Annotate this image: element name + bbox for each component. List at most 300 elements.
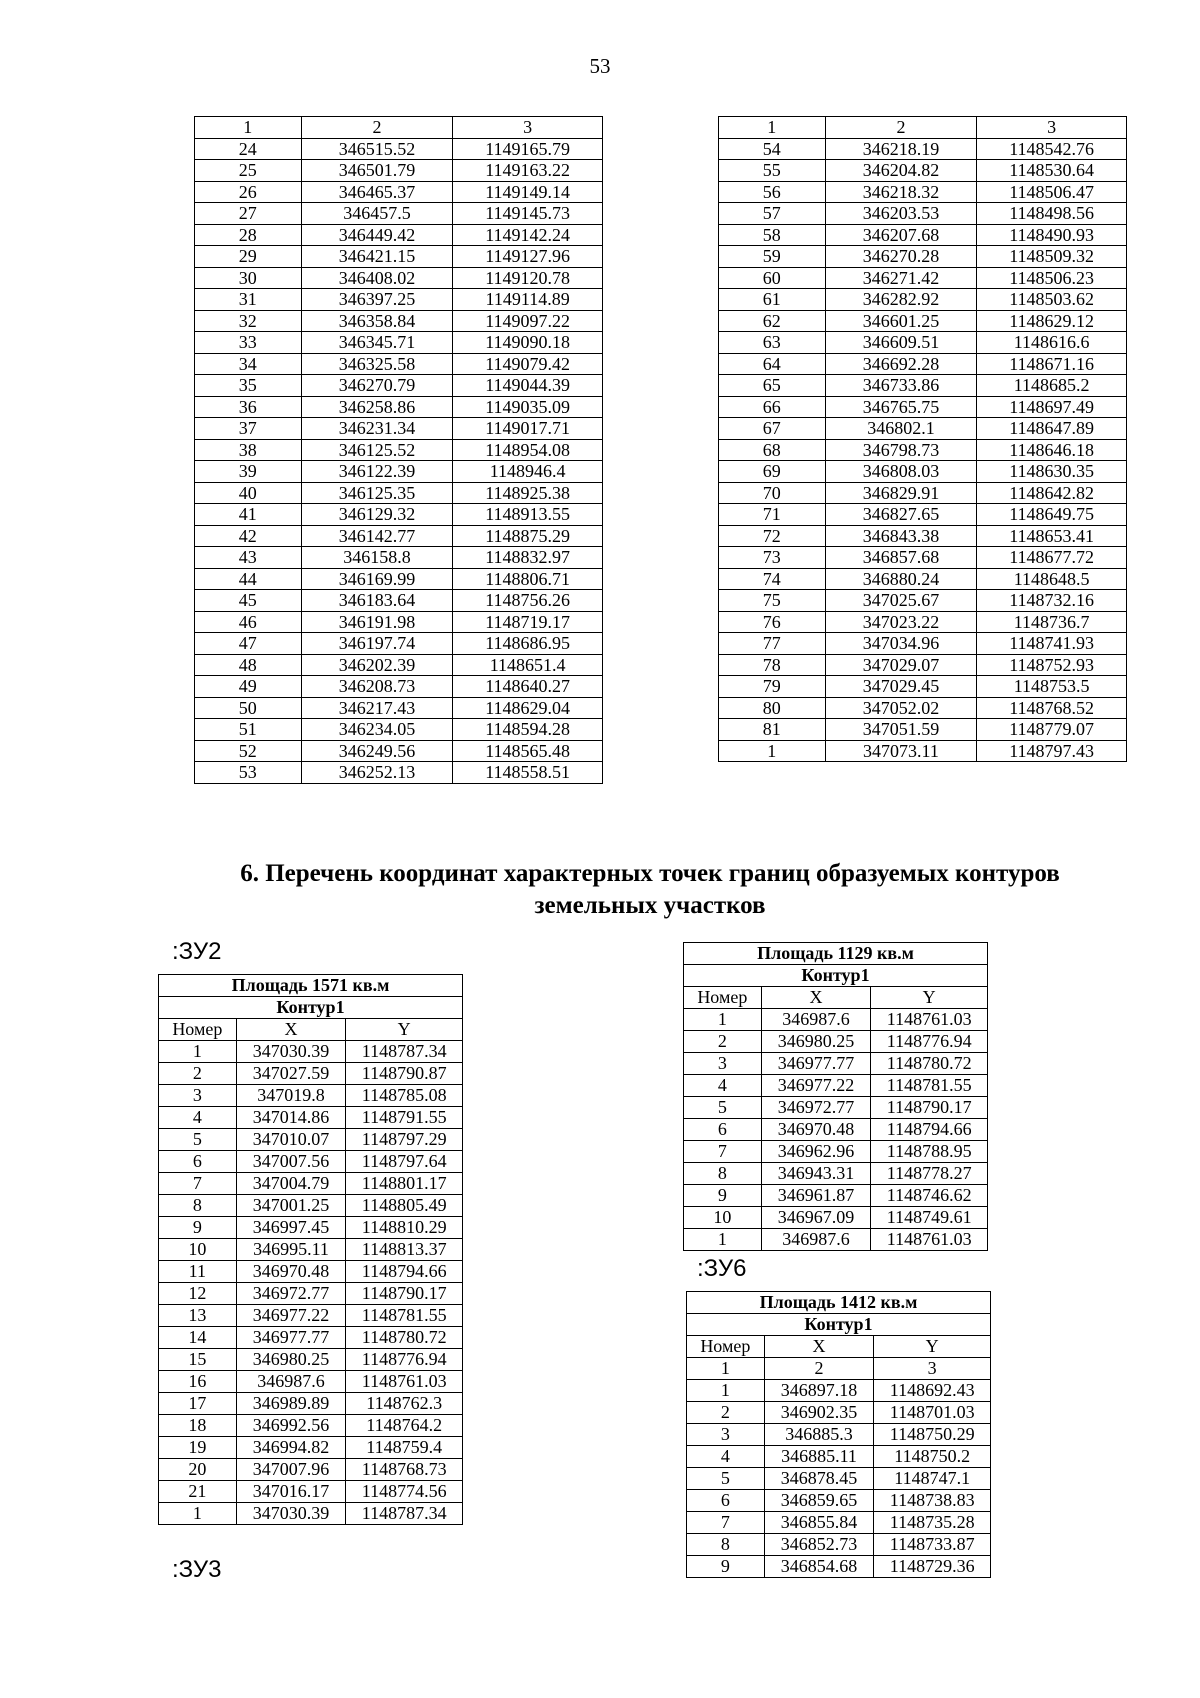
- table-row: [719, 138, 1127, 160]
- table-row: [195, 676, 603, 698]
- x-coordinate-cell: 346943.31: [761, 1163, 871, 1185]
- x-coordinate-cell: 346183.64: [301, 590, 453, 612]
- x-coordinate-cell: 346249.56: [301, 740, 453, 762]
- y-coordinate-cell: 1148768.52: [977, 697, 1127, 719]
- x-coordinate-cell: 346987.6: [236, 1371, 346, 1393]
- point-number-cell: 13: [159, 1305, 237, 1327]
- table-row: [719, 181, 1127, 203]
- point-number-cell: 41: [195, 504, 302, 526]
- x-coordinate-cell: 346345.71: [301, 332, 453, 354]
- y-coordinate-cell: 1149165.79: [453, 138, 603, 160]
- contour-header: Контур1: [687, 1314, 991, 1336]
- y-coordinate-cell: 1148762.3: [346, 1393, 463, 1415]
- x-coordinate-cell: 347073.11: [825, 740, 977, 762]
- column-number-2: 2: [764, 1358, 874, 1380]
- point-number-cell: 18: [159, 1415, 237, 1437]
- column-header-y: Y: [346, 1019, 463, 1041]
- y-coordinate-cell: 1148498.56: [977, 203, 1127, 225]
- y-coordinate-cell: 1148764.2: [346, 1415, 463, 1437]
- x-coordinate-cell: 346857.68: [825, 547, 977, 569]
- point-number-cell: 27: [195, 203, 302, 225]
- y-coordinate-cell: 1149114.89: [453, 289, 603, 311]
- y-coordinate-cell: 1148774.56: [346, 1481, 463, 1503]
- y-coordinate-cell: 1148753.5: [977, 676, 1127, 698]
- x-coordinate-cell: 346204.82: [825, 160, 977, 182]
- y-coordinate-cell: 1148530.64: [977, 160, 1127, 182]
- table-row: [195, 224, 603, 246]
- point-number-cell: 56: [719, 181, 826, 203]
- table-row: [195, 568, 603, 590]
- table-row: [687, 1534, 991, 1556]
- point-number-cell: 67: [719, 418, 826, 440]
- x-coordinate-cell: 347014.86: [236, 1107, 346, 1129]
- point-number-cell: 68: [719, 439, 826, 461]
- column-header-x: X: [764, 1336, 874, 1358]
- table-row: [687, 1446, 991, 1468]
- point-number-cell: 74: [719, 568, 826, 590]
- y-coordinate-cell: 1148790.17: [346, 1283, 463, 1305]
- y-coordinate-cell: 1148649.75: [977, 504, 1127, 526]
- table-row: [687, 1512, 991, 1534]
- x-coordinate-cell: 346897.18: [764, 1380, 874, 1402]
- point-number-cell: 64: [719, 353, 826, 375]
- point-number-cell: 9: [159, 1217, 237, 1239]
- x-coordinate-cell: 346977.77: [236, 1327, 346, 1349]
- table-row: [195, 461, 603, 483]
- table-row: [159, 1349, 463, 1371]
- point-number-cell: 60: [719, 267, 826, 289]
- x-coordinate-cell: 347007.56: [236, 1151, 346, 1173]
- table-row: [159, 1261, 463, 1283]
- x-coordinate-cell: 346852.73: [764, 1534, 874, 1556]
- point-number-cell: 5: [159, 1129, 237, 1151]
- x-coordinate-cell: 346997.45: [236, 1217, 346, 1239]
- table-row: [195, 482, 603, 504]
- y-coordinate-cell: 1148506.23: [977, 267, 1127, 289]
- y-coordinate-cell: 1148677.72: [977, 547, 1127, 569]
- x-coordinate-cell: 347004.79: [236, 1173, 346, 1195]
- table-row: [195, 138, 603, 160]
- point-number-cell: 2: [684, 1031, 762, 1053]
- y-coordinate-cell: 1149145.73: [453, 203, 603, 225]
- table-row: [719, 461, 1127, 483]
- table-row: [195, 310, 603, 332]
- table-row: [159, 1415, 463, 1437]
- x-coordinate-cell: 346217.43: [301, 697, 453, 719]
- table-row: [719, 547, 1127, 569]
- point-number-cell: 3: [687, 1424, 765, 1446]
- x-coordinate-cell: 347023.22: [825, 611, 977, 633]
- table-row: [684, 1031, 988, 1053]
- point-number-cell: 81: [719, 719, 826, 741]
- point-number-cell: 3: [159, 1085, 237, 1107]
- point-number-cell: 58: [719, 224, 826, 246]
- table-row: [719, 525, 1127, 547]
- table-row: [159, 1041, 463, 1063]
- y-coordinate-cell: 1148752.93: [977, 654, 1127, 676]
- x-coordinate-cell: 346609.51: [825, 332, 977, 354]
- point-number-cell: 40: [195, 482, 302, 504]
- point-number-cell: 38: [195, 439, 302, 461]
- contour-header: Контур1: [159, 997, 463, 1019]
- y-coordinate-cell: 1148542.76: [977, 138, 1127, 160]
- y-coordinate-cell: 1149090.18: [453, 332, 603, 354]
- y-coordinate-cell: 1148805.49: [346, 1195, 463, 1217]
- coordinates-table-right: [718, 116, 1127, 762]
- y-coordinate-cell: 1148629.04: [453, 697, 603, 719]
- y-coordinate-cell: 1148780.72: [871, 1053, 988, 1075]
- table-row: [195, 504, 603, 526]
- point-number-cell: 1: [719, 740, 826, 762]
- x-coordinate-cell: 346829.91: [825, 482, 977, 504]
- table-row: [684, 1009, 988, 1031]
- point-number-cell: 37: [195, 418, 302, 440]
- x-coordinate-cell: 346258.86: [301, 396, 453, 418]
- table-row: [719, 611, 1127, 633]
- point-number-cell: 72: [719, 525, 826, 547]
- y-coordinate-cell: 1148701.03: [874, 1402, 991, 1424]
- y-coordinate-cell: 1148797.64: [346, 1151, 463, 1173]
- point-number-cell: 19: [159, 1437, 237, 1459]
- point-number-cell: 79: [719, 676, 826, 698]
- table-row: [719, 246, 1127, 268]
- x-coordinate-cell: 346692.28: [825, 353, 977, 375]
- y-coordinate-cell: 1148647.89: [977, 418, 1127, 440]
- y-coordinate-cell: 1149163.22: [453, 160, 603, 182]
- point-number-cell: 49: [195, 676, 302, 698]
- table-row: [684, 1053, 988, 1075]
- table-row: [195, 267, 603, 289]
- y-coordinate-cell: 1148719.17: [453, 611, 603, 633]
- column-header-x: X: [761, 987, 871, 1009]
- y-coordinate-cell: 1149097.22: [453, 310, 603, 332]
- x-coordinate-cell: 346601.25: [825, 310, 977, 332]
- point-number-cell: 4: [159, 1107, 237, 1129]
- table-row: [159, 1393, 463, 1415]
- column-number-3: 3: [874, 1358, 991, 1380]
- point-number-cell: 8: [159, 1195, 237, 1217]
- y-coordinate-cell: 1148797.29: [346, 1129, 463, 1151]
- table-row: [719, 353, 1127, 375]
- x-coordinate-cell: 346125.35: [301, 482, 453, 504]
- point-number-cell: 9: [684, 1185, 762, 1207]
- plot-label-zu6: :ЗУ6: [697, 1255, 747, 1282]
- point-number-cell: 31: [195, 289, 302, 311]
- x-coordinate-cell: 346169.99: [301, 568, 453, 590]
- point-number-cell: 71: [719, 504, 826, 526]
- point-number-cell: 11: [159, 1261, 237, 1283]
- x-coordinate-cell: 346465.37: [301, 181, 453, 203]
- y-coordinate-cell: 1148506.47: [977, 181, 1127, 203]
- table-row: [684, 1141, 988, 1163]
- x-coordinate-cell: 346961.87: [761, 1185, 871, 1207]
- point-number-cell: 5: [684, 1097, 762, 1119]
- x-coordinate-cell: 346218.19: [825, 138, 977, 160]
- point-number-cell: 80: [719, 697, 826, 719]
- x-coordinate-cell: 346827.65: [825, 504, 977, 526]
- y-coordinate-cell: 1148749.61: [871, 1207, 988, 1229]
- point-number-cell: 70: [719, 482, 826, 504]
- point-number-cell: 73: [719, 547, 826, 569]
- y-coordinate-cell: 1148790.87: [346, 1063, 463, 1085]
- x-coordinate-cell: 347030.39: [236, 1503, 346, 1525]
- x-coordinate-cell: 346202.39: [301, 654, 453, 676]
- x-coordinate-cell: 346129.32: [301, 504, 453, 526]
- column-header-y: Y: [871, 987, 988, 1009]
- x-coordinate-cell: 346902.35: [764, 1402, 874, 1424]
- table-row: [195, 547, 603, 569]
- x-coordinate-cell: 346282.92: [825, 289, 977, 311]
- y-coordinate-cell: 1148832.97: [453, 547, 603, 569]
- table-row: [684, 1185, 988, 1207]
- x-coordinate-cell: 346843.38: [825, 525, 977, 547]
- y-coordinate-cell: 1148490.93: [977, 224, 1127, 246]
- x-coordinate-cell: 346397.25: [301, 289, 453, 311]
- y-coordinate-cell: 1148780.72: [346, 1327, 463, 1349]
- x-coordinate-cell: 347034.96: [825, 633, 977, 655]
- table-row: [159, 1063, 463, 1085]
- point-number-cell: 7: [687, 1512, 765, 1534]
- point-number-cell: 48: [195, 654, 302, 676]
- point-number-cell: 7: [684, 1141, 762, 1163]
- point-number-cell: 3: [684, 1053, 762, 1075]
- y-coordinate-cell: 1148778.27: [871, 1163, 988, 1185]
- table-row: [159, 1305, 463, 1327]
- section-title: [150, 858, 1150, 922]
- point-number-cell: 14: [159, 1327, 237, 1349]
- table-row: [195, 375, 603, 397]
- table-row: [195, 353, 603, 375]
- y-coordinate-cell: 1148733.87: [874, 1534, 991, 1556]
- y-coordinate-cell: 1148594.28: [453, 719, 603, 741]
- point-number-cell: 1: [159, 1041, 237, 1063]
- column-header: 2: [301, 117, 453, 139]
- x-coordinate-cell: 346197.74: [301, 633, 453, 655]
- table-row: [195, 418, 603, 440]
- area-header: Площадь 1412 кв.м: [687, 1292, 991, 1314]
- table-row: [719, 289, 1127, 311]
- table-row: [687, 1402, 991, 1424]
- table-row: [195, 160, 603, 182]
- x-coordinate-cell: 346994.82: [236, 1437, 346, 1459]
- table-row: [719, 633, 1127, 655]
- table-row: [719, 719, 1127, 741]
- x-coordinate-cell: 346980.25: [761, 1031, 871, 1053]
- area-header: Площадь 1129 кв.м: [684, 943, 988, 965]
- point-number-cell: 10: [684, 1207, 762, 1229]
- section-title-line1: 6. Перечень координат характерных точек границ образуемых контуров: [240, 860, 1060, 887]
- table-row: [159, 1459, 463, 1481]
- table-row: [719, 590, 1127, 612]
- y-coordinate-cell: 1148781.55: [871, 1075, 988, 1097]
- x-coordinate-cell: 346980.25: [236, 1349, 346, 1371]
- x-coordinate-cell: 346218.32: [825, 181, 977, 203]
- y-coordinate-cell: 1148746.62: [871, 1185, 988, 1207]
- x-coordinate-cell: 347052.02: [825, 697, 977, 719]
- y-coordinate-cell: 1148640.27: [453, 676, 603, 698]
- y-coordinate-cell: 1148776.94: [871, 1031, 988, 1053]
- y-coordinate-cell: 1149127.96: [453, 246, 603, 268]
- table-row: [719, 654, 1127, 676]
- point-number-cell: 35: [195, 375, 302, 397]
- x-coordinate-cell: 347027.59: [236, 1063, 346, 1085]
- table-row: [684, 1207, 988, 1229]
- y-coordinate-cell: 1148801.17: [346, 1173, 463, 1195]
- x-coordinate-cell: 346987.6: [761, 1009, 871, 1031]
- y-coordinate-cell: 1148747.1: [874, 1468, 991, 1490]
- y-coordinate-cell: 1148790.17: [871, 1097, 988, 1119]
- y-coordinate-cell: 1148616.6: [977, 332, 1127, 354]
- y-coordinate-cell: 1148565.48: [453, 740, 603, 762]
- y-coordinate-cell: 1148791.55: [346, 1107, 463, 1129]
- x-coordinate-cell: 347001.25: [236, 1195, 346, 1217]
- y-coordinate-cell: 1148875.29: [453, 525, 603, 547]
- table-row: [719, 676, 1127, 698]
- y-coordinate-cell: 1148629.12: [977, 310, 1127, 332]
- table-row: [195, 181, 603, 203]
- point-number-cell: 1: [687, 1380, 765, 1402]
- table-row: [719, 375, 1127, 397]
- x-coordinate-cell: 346855.84: [764, 1512, 874, 1534]
- table-row: [719, 224, 1127, 246]
- y-coordinate-cell: 1148642.82: [977, 482, 1127, 504]
- y-coordinate-cell: 1148785.08: [346, 1085, 463, 1107]
- y-coordinate-cell: 1148761.03: [871, 1009, 988, 1031]
- plot-label-zu2: :ЗУ2: [172, 938, 222, 965]
- table-row: [159, 1151, 463, 1173]
- column-header: 3: [453, 117, 603, 139]
- y-coordinate-cell: 1148768.73: [346, 1459, 463, 1481]
- table-row: [159, 1195, 463, 1217]
- y-coordinate-cell: 1149079.42: [453, 353, 603, 375]
- y-coordinate-cell: 1148759.4: [346, 1437, 463, 1459]
- column-header: 3: [977, 117, 1127, 139]
- y-coordinate-cell: 1148509.32: [977, 246, 1127, 268]
- x-coordinate-cell: 346885.3: [764, 1424, 874, 1446]
- table-row: [684, 1229, 988, 1251]
- y-coordinate-cell: 1148741.93: [977, 633, 1127, 655]
- y-coordinate-cell: 1148946.4: [453, 461, 603, 483]
- point-number-cell: 32: [195, 310, 302, 332]
- x-coordinate-cell: 346962.96: [761, 1141, 871, 1163]
- table-row: [159, 1129, 463, 1151]
- x-coordinate-cell: 346967.09: [761, 1207, 871, 1229]
- point-number-cell: 36: [195, 396, 302, 418]
- y-coordinate-cell: 1148787.34: [346, 1503, 463, 1525]
- plot-table-zu3: [683, 942, 988, 1251]
- x-coordinate-cell: 346158.8: [301, 547, 453, 569]
- point-number-cell: 44: [195, 568, 302, 590]
- x-coordinate-cell: 346970.48: [761, 1119, 871, 1141]
- x-coordinate-cell: 346270.79: [301, 375, 453, 397]
- point-number-cell: 29: [195, 246, 302, 268]
- page-number: 53: [589, 54, 611, 78]
- table-row: [195, 633, 603, 655]
- point-number-cell: 51: [195, 719, 302, 741]
- x-coordinate-cell: 346880.24: [825, 568, 977, 590]
- point-number-cell: 61: [719, 289, 826, 311]
- y-coordinate-cell: 1148692.43: [874, 1380, 991, 1402]
- header-row: [195, 117, 603, 139]
- point-number-cell: 8: [684, 1163, 762, 1185]
- y-coordinate-cell: 1148736.7: [977, 611, 1127, 633]
- point-number-cell: 78: [719, 654, 826, 676]
- x-coordinate-cell: 346203.53: [825, 203, 977, 225]
- table-row: [719, 310, 1127, 332]
- x-coordinate-cell: 346270.28: [825, 246, 977, 268]
- y-coordinate-cell: 1148630.35: [977, 461, 1127, 483]
- table-row: [719, 203, 1127, 225]
- point-number-cell: 66: [719, 396, 826, 418]
- point-number-cell: 21: [159, 1481, 237, 1503]
- x-coordinate-cell: 346421.15: [301, 246, 453, 268]
- x-coordinate-cell: 346325.58: [301, 353, 453, 375]
- point-number-cell: 43: [195, 547, 302, 569]
- table-row: [159, 1173, 463, 1195]
- y-coordinate-cell: 1148735.28: [874, 1512, 991, 1534]
- table-row: [159, 1217, 463, 1239]
- point-number-cell: 9: [687, 1556, 765, 1578]
- x-coordinate-cell: 346142.77: [301, 525, 453, 547]
- table-row: [159, 1437, 463, 1459]
- table-row: [159, 1481, 463, 1503]
- y-coordinate-cell: 1148756.26: [453, 590, 603, 612]
- point-number-cell: 63: [719, 332, 826, 354]
- table-row: [684, 1119, 988, 1141]
- table-row: [687, 1468, 991, 1490]
- column-header: 1: [719, 117, 826, 139]
- table-row: [159, 1239, 463, 1261]
- x-coordinate-cell: 346977.77: [761, 1053, 871, 1075]
- x-coordinate-cell: 346358.84: [301, 310, 453, 332]
- x-coordinate-cell: 347007.96: [236, 1459, 346, 1481]
- point-number-cell: 5: [687, 1468, 765, 1490]
- point-number-cell: 62: [719, 310, 826, 332]
- point-number-cell: 75: [719, 590, 826, 612]
- x-coordinate-cell: 346854.68: [764, 1556, 874, 1578]
- table-row: [159, 1327, 463, 1349]
- y-coordinate-cell: 1148954.08: [453, 439, 603, 461]
- x-coordinate-cell: 346798.73: [825, 439, 977, 461]
- table-row: [719, 418, 1127, 440]
- column-number-1: 1: [687, 1358, 765, 1380]
- x-coordinate-cell: 346207.68: [825, 224, 977, 246]
- x-coordinate-cell: 346878.45: [764, 1468, 874, 1490]
- table-row: [687, 1380, 991, 1402]
- y-coordinate-cell: 1148810.29: [346, 1217, 463, 1239]
- y-coordinate-cell: 1149035.09: [453, 396, 603, 418]
- point-number-cell: 24: [195, 138, 302, 160]
- point-number-cell: 1: [159, 1503, 237, 1525]
- table-row: [719, 740, 1127, 762]
- table-row: [687, 1424, 991, 1446]
- table-row: [719, 396, 1127, 418]
- y-coordinate-cell: 1148925.38: [453, 482, 603, 504]
- point-number-cell: 54: [719, 138, 826, 160]
- point-number-cell: 55: [719, 160, 826, 182]
- y-coordinate-cell: 1148648.5: [977, 568, 1127, 590]
- table-row: [195, 439, 603, 461]
- coordinates-table-left: [194, 116, 603, 784]
- x-coordinate-cell: 346972.77: [761, 1097, 871, 1119]
- table-row: [195, 289, 603, 311]
- point-number-cell: 20: [159, 1459, 237, 1481]
- column-header-x: X: [236, 1019, 346, 1041]
- y-coordinate-cell: 1148653.41: [977, 525, 1127, 547]
- x-coordinate-cell: 346989.89: [236, 1393, 346, 1415]
- x-coordinate-cell: 346733.86: [825, 375, 977, 397]
- point-number-cell: 4: [687, 1446, 765, 1468]
